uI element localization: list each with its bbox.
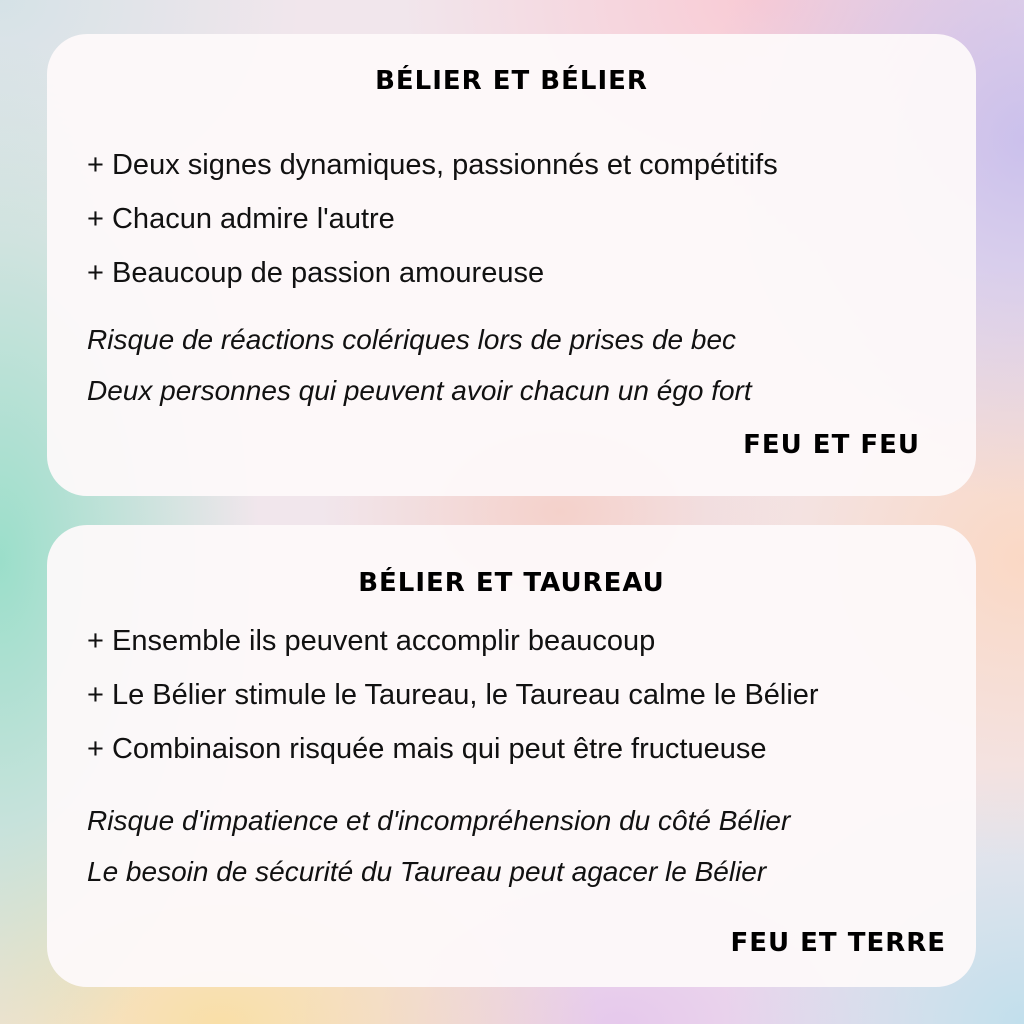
pro-item: + Beaucoup de passion amoureuse: [87, 257, 545, 289]
element-pairing-label: FEU ET FEU: [743, 430, 920, 460]
element-pairing-label: FEU ET TERRE: [730, 928, 946, 958]
con-item: Le besoin de sécurité du Taureau peut agacer le Bélier: [87, 856, 767, 887]
pros-list: [87, 145, 778, 307]
compatibility-card-belier-belier: [47, 34, 976, 496]
card-title: BÉLIER ET BÉLIER: [375, 66, 648, 96]
pro-item: + Deux signes dynamiques, passionnés et compétitifs: [87, 149, 778, 181]
pros-list: [87, 621, 819, 783]
pro-item: + Ensemble ils peuvent accomplir beaucoup: [87, 625, 656, 657]
con-item: Risque de réactions colériques lors de prises de bec: [87, 324, 737, 355]
pro-item: + Le Bélier stimule le Taureau, le Taureau calme le Bélier: [87, 679, 819, 711]
compatibility-card-belier-taureau: [47, 525, 976, 987]
card-title: BÉLIER ET TAUREAU: [358, 568, 665, 598]
cons-list: [87, 320, 752, 422]
con-item: Deux personnes qui peuvent avoir chacun un égo fort: [87, 375, 752, 406]
pro-item: + Chacun admire l'autre: [87, 203, 395, 235]
con-item: Risque d'impatience et d'incompréhension du côté Bélier: [87, 805, 791, 836]
cons-list: [87, 801, 790, 903]
pro-item: + Combinaison risquée mais qui peut être fructueuse: [87, 733, 767, 765]
